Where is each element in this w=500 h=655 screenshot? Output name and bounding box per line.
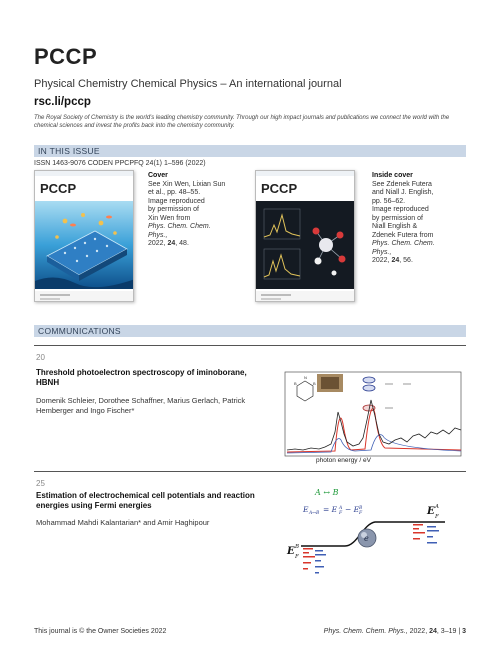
article-authors: Mohammad Mahdi Kalantarian* and Amir Haghipour (36, 518, 210, 527)
svg-text:E: E (303, 505, 309, 514)
svg-text:e: e (364, 534, 369, 543)
article-title[interactable]: Threshold photoelectron spectroscopy of iminoborane, HBNH (36, 368, 247, 387)
cover-art-molecular-illustration (256, 201, 355, 302)
cover-title: Inside cover (372, 172, 413, 179)
svg-text:A: A (435, 504, 439, 510)
footer-journal: Phys. Chem. Chem. Phys., (323, 628, 408, 635)
toc-graphic-fermi-energies (285, 484, 455, 580)
cover-page: , 56. (399, 257, 413, 264)
section-band-in-this-issue (34, 145, 466, 157)
cover-logo: PCCP (261, 181, 298, 196)
cover-volume: 24 (167, 240, 176, 247)
cover-caption-line: See Xin Wen, Lixian Sun (148, 180, 226, 188)
article-divider (34, 471, 466, 472)
svg-text:F: F (359, 511, 363, 516)
footer-page-number: 3 (462, 628, 466, 635)
footer-citation (324, 628, 466, 635)
cover-caption-1 (148, 172, 232, 249)
inside-cover-image (255, 170, 355, 302)
svg-text:− E: − E (345, 505, 360, 514)
section-band-communications (34, 325, 466, 337)
cover-caption-2 (372, 172, 456, 266)
cover-caption-line: by permission of (148, 206, 199, 213)
cover-caption-line: et al., pp. 48–55. (148, 189, 201, 196)
svg-text:A↔B: A↔B (309, 511, 320, 516)
article-page-number: 20 (36, 353, 45, 362)
svg-text:= E: = E (323, 505, 338, 514)
issn-line: ISSN 1463-9076 CODEN PPCPFQ 24(1) 1–596 (2022) (34, 160, 206, 167)
svg-text:E: E (427, 506, 435, 517)
journal-brand: PCCP (34, 44, 98, 69)
cover-title: Cover (148, 172, 168, 179)
svg-text:F: F (295, 554, 299, 560)
cover-year: 2022, (148, 240, 168, 247)
cover-caption-line: Niall English & (372, 223, 418, 230)
svg-text:B: B (359, 506, 363, 511)
cover-page: , 48. (175, 240, 189, 247)
footer-separator: | (456, 628, 463, 635)
toc-graphic-spectrum (275, 364, 465, 468)
cover-logo: PCCP (40, 181, 77, 196)
cover-top-strip (256, 171, 354, 176)
svg-text:E: E (287, 546, 295, 557)
cover-art-water-illustration (35, 201, 134, 302)
article-page-number: 25 (36, 479, 45, 488)
cover-caption-line: Image reproduced (148, 197, 205, 205)
footer-pages: , 3–19 (436, 628, 457, 635)
footer-volume: 24 (429, 628, 437, 635)
cover-caption-line: Xin Wen from (148, 214, 191, 222)
spectrum-axis-label: photon energy / eV (316, 457, 371, 464)
cover-caption-line: by permission of (372, 214, 423, 222)
journal-url[interactable]: rsc.li/pccp (34, 96, 91, 108)
svg-text:A: A (339, 506, 343, 511)
section-label: COMMUNICATIONS (38, 326, 121, 336)
svg-text:B: B (313, 381, 316, 386)
svg-text:F: F (339, 511, 343, 516)
section-label: IN THIS ISSUE (38, 146, 100, 156)
cover-journal-abbrev: Phys. Chem. Chem. Phys., (148, 223, 211, 239)
cover-caption-line: pp. 56–62. (372, 197, 406, 205)
cover-caption-line: Zdenek Futera from (372, 231, 434, 239)
footer-year: 2022, (407, 628, 430, 635)
svg-text:N: N (304, 375, 307, 380)
svg-text:B: B (294, 381, 297, 386)
article-authors: Domenik Schleier, Dorothee Schaffner, Marius Gerlach, Patrick Hemberger and Ingo Fischer* (36, 396, 246, 415)
article-divider (34, 345, 466, 346)
journal-subtitle: Physical Chemistry Chemical Physics – An international journal (34, 78, 342, 90)
front-cover-image (34, 170, 134, 302)
svg-text:F: F (435, 514, 439, 520)
society-blurb: The Royal Society of Chemistry is the world's leading chemistry community. Through our high impact journals and publications we connect the world with the chemical sciences and invest the profits back into the chemistry community. (34, 115, 450, 129)
cover-caption-line: and Niall J. English, (372, 189, 434, 196)
cover-caption-line: Image reproduced (372, 206, 429, 213)
cover-caption-line: See Zdenek Futera (372, 180, 432, 188)
footer-copyright: This journal is © the Owner Societies 2022 (34, 628, 167, 635)
svg-text:A ↔ B: A ↔ B (315, 488, 339, 497)
article-title[interactable]: Estimation of electrochemical cell potentials and reaction energies using Fermi energies (36, 491, 255, 510)
cover-year: 2022, (372, 257, 392, 264)
cover-top-strip (35, 171, 133, 176)
svg-text:B: B (295, 544, 300, 550)
cover-journal-abbrev: Phys. Chem. Chem. Phys., (372, 240, 435, 256)
cover-volume: 24 (391, 257, 400, 264)
